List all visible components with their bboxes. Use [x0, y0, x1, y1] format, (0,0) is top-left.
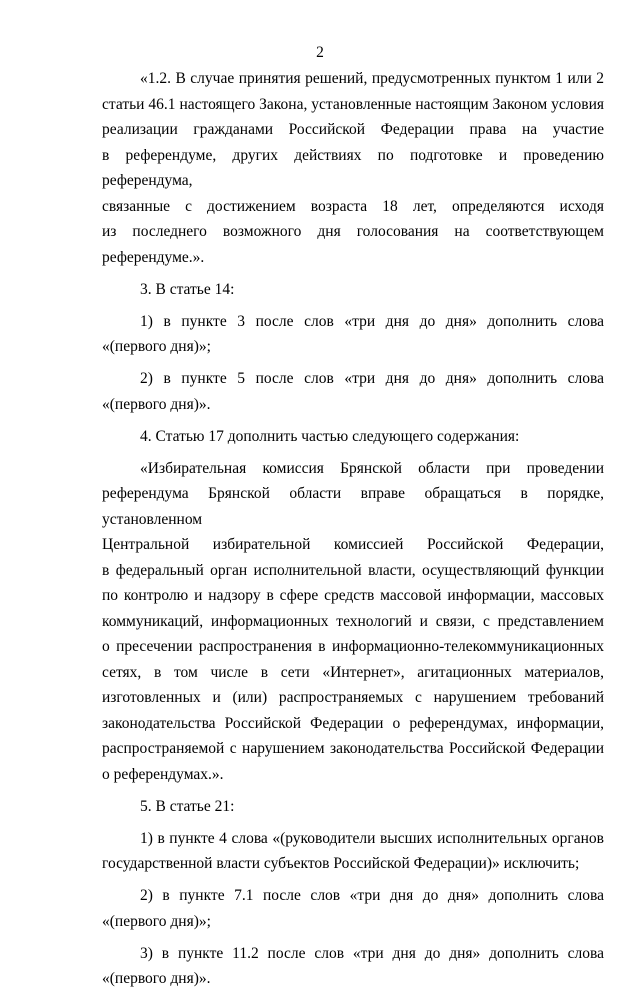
text-line: связанные с достижением возраста 18 лет, определяются исходя: [102, 197, 604, 215]
text-line: 5. В статье 21:: [140, 797, 235, 815]
paragraph: [102, 826, 604, 877]
text-line: «1.2. В случае принятия решений, предусмотренных пунктом 1 или 2: [140, 70, 604, 87]
text-line: референдуме.».: [102, 248, 205, 266]
paragraph: [102, 366, 604, 417]
text-line: Центральной избирательной комиссией Российской Федерации,: [102, 536, 604, 553]
text-line: референдума Брянской области вправе обращаться в порядке, установленном: [102, 485, 604, 528]
text-line: «(первого дня)»;: [102, 912, 211, 930]
text-line: 2) в пункте 7.1 после слов «три дня до дня» дополнить слова: [140, 887, 604, 904]
text-line: о пресечении распространения в информационно-телекоммуникационных: [102, 638, 604, 655]
text-line: «Избирательная комиссия Брянской области при проведении: [140, 459, 604, 477]
text-line: изготовленных и (или) распространяемых с нарушением требований: [102, 689, 604, 706]
text-line: реализации гражданами Российской Федерации права на участие: [102, 121, 604, 138]
text-line: «(первого дня)»;: [102, 338, 211, 355]
paragraph: [102, 66, 604, 270]
document-body: [102, 66, 604, 998]
paragraph: [102, 941, 604, 992]
paragraph: [102, 883, 604, 934]
text-line: 3. В статье 14:: [140, 280, 235, 298]
text-line: по контролю и надзору в сфере средств массовой информации, массовых: [102, 587, 604, 604]
text-line: распространяемой с нарушением законодательства Российской Федерации: [102, 740, 604, 757]
text-line: из последнего возможного дня голосования на соответствующем: [102, 223, 604, 240]
text-line: в референдуме, других действиях по подготовке и проведению референдума,: [102, 146, 604, 189]
paragraph: [102, 309, 604, 360]
paragraph: [102, 456, 604, 788]
text-line: 4. Статью 17 дополнить частью следующего содержания:: [140, 427, 520, 445]
page-number: 2: [316, 44, 324, 61]
paragraph: [102, 277, 604, 303]
paragraph: [102, 424, 604, 450]
text-line: «(первого дня)».: [102, 970, 211, 987]
text-line: сетях, в том числе в сети «Интернет», агитационных материалов,: [102, 663, 604, 681]
text-line: статьи 46.1 настоящего Закона, установленные настоящим Законом условия: [102, 95, 604, 113]
text-line: законодательства Российской Федерации о референдумах, информации,: [102, 714, 604, 732]
text-line: 1) в пункте 3 после слов «три дня до дня» дополнить слова: [140, 312, 604, 330]
text-line: 2) в пункте 5 после слов «три дня до дня» дополнить слова: [140, 370, 604, 387]
text-line: в федеральный орган исполнительной власти, осуществляющий функции: [102, 561, 604, 579]
text-line: 3) в пункте 11.2 после слов «три дня до дня» дополнить слова: [140, 944, 604, 962]
paragraph: [102, 794, 604, 820]
text-line: о референдумах.».: [102, 765, 224, 783]
text-line: 1) в пункте 4 слова «(руководители высших исполнительных органов: [140, 829, 604, 847]
text-line: коммуникаций, информационных технологий и связи, с представлением: [102, 612, 604, 630]
text-line: государственной власти субъектов Российской Федерации)» исключить;: [102, 855, 580, 872]
text-line: «(первого дня)».: [102, 395, 211, 413]
